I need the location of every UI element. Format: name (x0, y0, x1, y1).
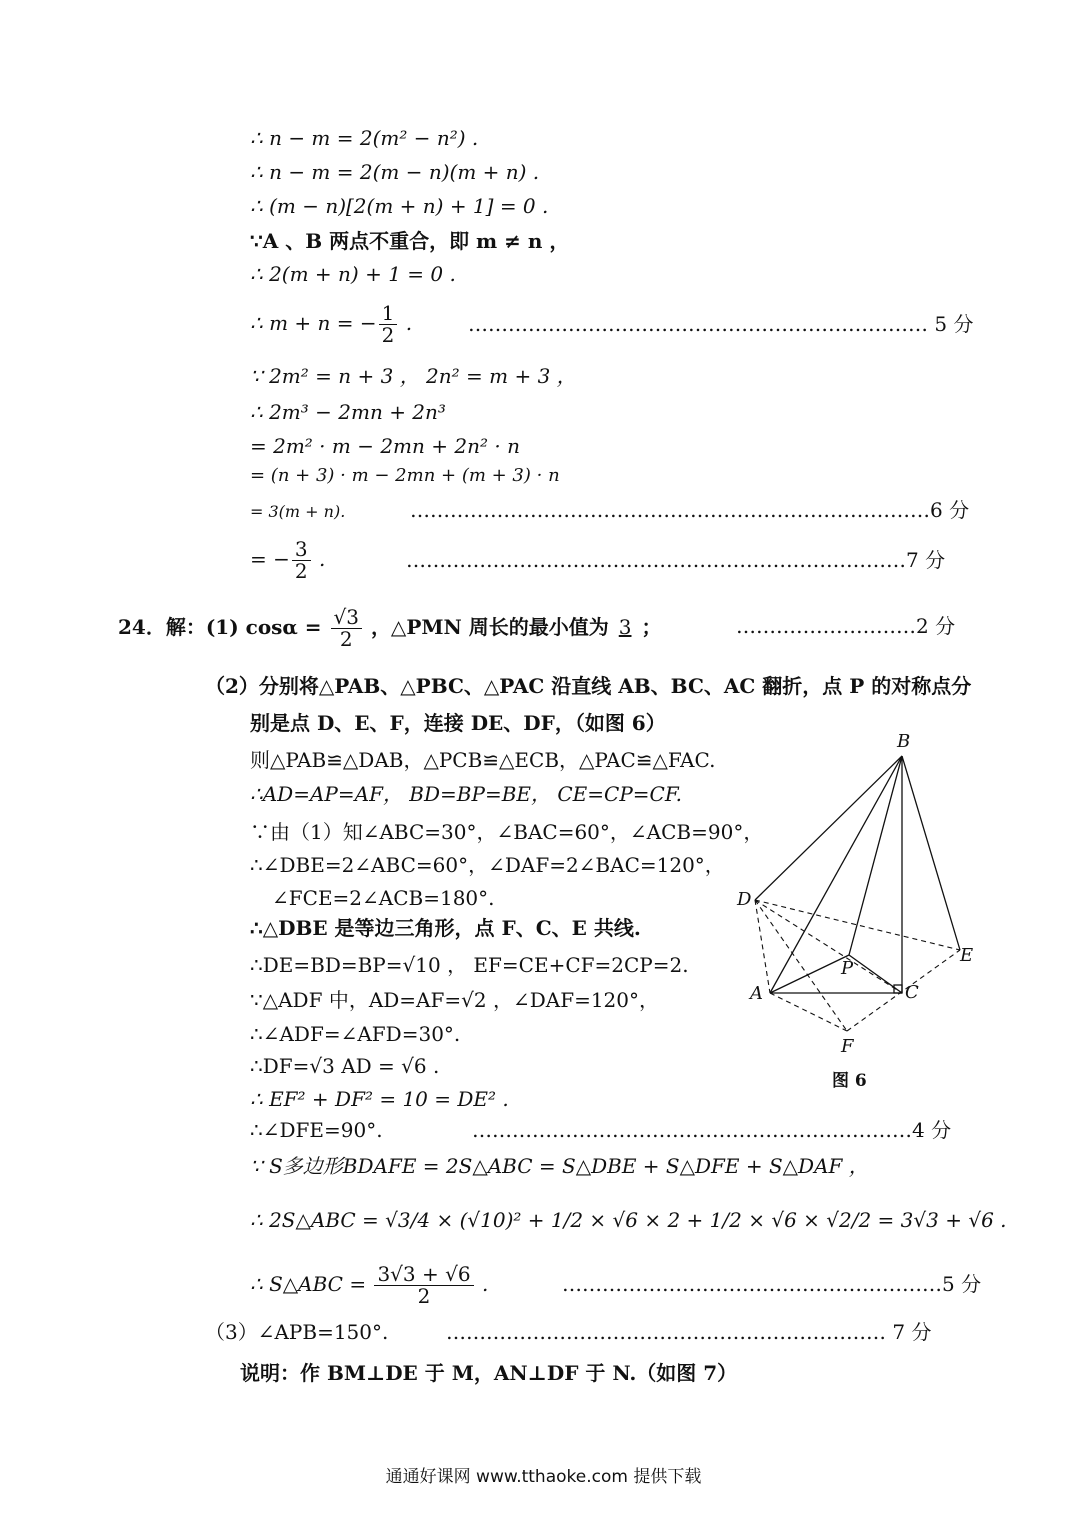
line-1: ∴ n − m = 2(m² − n²) . (250, 126, 479, 150)
line-12-prefix: = − (250, 547, 290, 571)
part2-q-prefix: ∴ S△ABC = (250, 1272, 367, 1296)
part2-b: 别是点 D、E、F，连接 DE、DF，（如图 6） (250, 711, 666, 735)
score-4: …………………………………………………………4 分 (472, 1118, 952, 1142)
line-10: = (n + 3) · m − 2mn + (m + 3) · n (250, 465, 560, 486)
part2-k: ∴∠ADF=∠AFD=30°. (250, 1022, 461, 1046)
fraction-num: √3 (331, 607, 362, 629)
line-5: ∴ 2(m + n) + 1 = 0 . (250, 262, 456, 286)
figure-caption: 图 6 (832, 1071, 867, 1091)
note-line: 说明：作 BM⊥DE 于 M，AN⊥DF 于 N.（如图 7） (240, 1361, 738, 1385)
line-11: = 3(m + n). (250, 502, 346, 521)
segment-bd (755, 756, 902, 900)
part2-e: ∵由（1）知∠ABC=30°，∠BAC=60°，∠ACB=90°， (250, 820, 764, 844)
segment-bp (849, 756, 902, 955)
point-a-label: A (750, 983, 763, 1004)
line-3: ∴ (m − n)[2(m + n) + 1] = 0 . (250, 194, 549, 218)
part2-a: （2）分别将△PAB、△PBC、△PAC 沿直线 AB、BC、AC 翻折，点 P 的对称点分 (205, 674, 972, 698)
segment-da (755, 900, 770, 993)
point-b-label: B (897, 731, 911, 752)
line-2: ∴ n − m = 2(m − n)(m + n) . (250, 160, 540, 184)
line-9: = 2m² · m − 2mn + 2n² · n (250, 434, 520, 458)
fraction-num: 3√3 + √6 (374, 1264, 473, 1286)
line-4: ∵A 、B 两点不重合，即 m ≠ n ， (250, 229, 570, 253)
line-12: = − $\frac{3}{2}$ . (250, 537, 326, 583)
part2-l: ∴DF=√3 AD = √6 . (250, 1054, 440, 1078)
figure-6-diagram (735, 735, 995, 1055)
point-d-label: D (737, 889, 752, 910)
part2-p: ∴ 2S△ABC = √3/4 × (√10)² + 1/2 × √6 × 2 + 1/2 × √6 × √2/2 = 3√3 + √6 . (250, 1208, 1007, 1232)
part2-m: ∴ EF² + DF² = 10 = DE² . (250, 1087, 509, 1111)
fraction-half (379, 303, 398, 346)
q24-suffix: ，△PMN 周长的最小值为 (370, 615, 609, 639)
score-5-b: …………………………………………………5 分 (562, 1272, 982, 1296)
score-7-a: …………………………………………………………………7 分 (406, 548, 946, 572)
part2-j: ∵△ADF 中，AD=AF=√2 ，∠DAF=120°， (250, 988, 660, 1012)
fraction-cos (331, 607, 362, 650)
q24-line (118, 596, 661, 658)
part2-o: ∵ S多边形BDAFE = 2S△ABC = S△DBE + S△DFE + S△DAF ， (250, 1154, 869, 1178)
segment-fe (847, 950, 960, 1031)
score-5-a: …………………………………………………………… 5 分 (468, 312, 974, 336)
part2-q: ∴ S△ABC = $\frac{3√3 + √6}{2}$ . (250, 1262, 489, 1308)
part2-h: ∴△DBE 是等边三角形，点 F、C、E 共线. (250, 916, 641, 940)
fraction-three-halves (292, 539, 311, 582)
segment-df (755, 900, 847, 1031)
point-e-label: E (960, 945, 974, 966)
q24-end: ； (641, 615, 662, 639)
fraction-den: 2 (417, 1284, 431, 1308)
point-f-label: F (841, 1036, 854, 1057)
part2-c: 则△PAB≌△DAB，△PCB≌△ECB，△PAC≌△FAC. (250, 748, 716, 772)
score-6: ……………………………………………………………………6 分 (410, 498, 970, 522)
point-c-label: C (905, 982, 919, 1003)
point-p-label: P (841, 958, 854, 979)
part2-d: ∴AD=AP=AF， BD=BP=BE， CE=CP=CF. (250, 782, 682, 806)
part2-g: ∠FCE=2∠ACB=180°. (272, 886, 495, 910)
fraction-den: 2 (381, 323, 395, 347)
line-6-prefix: ∴ m + n = − (250, 311, 377, 335)
part2-n: ∴∠DFE=90°. (250, 1118, 383, 1142)
line-8: ∴ 2m³ − 2mn + 2n³ (250, 400, 446, 424)
q24-prefix: 24．解：(1) cosα = (118, 615, 322, 639)
page-footer: 通通好课网 www.tthaoke.com 提供下载 (385, 1467, 702, 1487)
fraction-den: 2 (339, 627, 353, 651)
segment-be (902, 756, 960, 950)
q24-answer: 3 (618, 615, 632, 639)
segment-ap (770, 955, 849, 993)
line-7: ∵ 2m² = n + 3 ， 2n² = m + 3 ， (250, 364, 577, 388)
fraction-num: 1 (379, 303, 398, 325)
score-7-b: ………………………………………………………… 7 分 (446, 1320, 932, 1344)
segment-ba (770, 756, 902, 993)
part3: （3）∠APB=150°. (205, 1320, 389, 1344)
fraction-den: 2 (294, 559, 308, 583)
part2-f: ∴∠DBE=2∠ABC=60°，∠DAF=2∠BAC=120°， (250, 853, 725, 877)
part2-i: ∴DE=BD=BP=√10 ， EF=CE+CF=2CP=2. (250, 953, 689, 977)
segment-af (770, 993, 847, 1031)
fraction-num: 3 (292, 539, 311, 561)
line-6: ∴ m + n = − $\frac{1}{2}$ . (250, 301, 413, 347)
score-2: ………………………2 分 (736, 614, 956, 638)
fraction-area (374, 1264, 473, 1307)
